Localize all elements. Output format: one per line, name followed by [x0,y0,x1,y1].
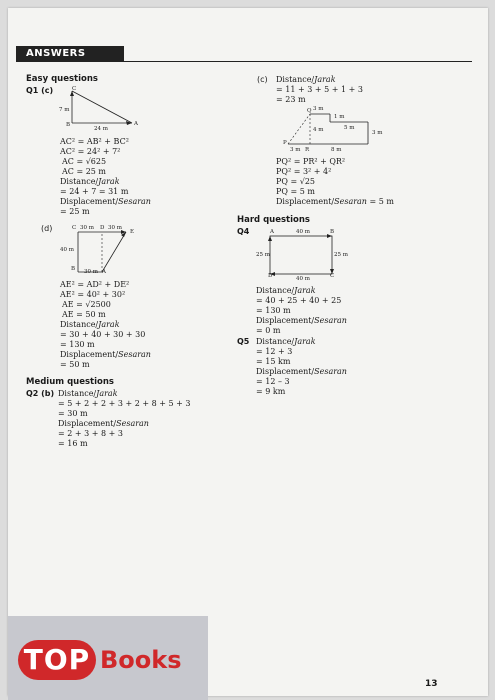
diag2-label-d: D [100,225,105,231]
q1c-right-label: (c) [257,75,268,84]
q2-line: = 16 m [58,439,88,448]
q1c-line: Distance/Jarak [276,75,336,84]
medium-questions-title: Medium questions [26,377,114,387]
q1d-line: = 130 m [60,340,95,349]
q1-line: Distance/Jarak [60,177,120,186]
logo-top-badge: TOP [18,640,96,680]
q1-label: Q1 (c) [26,86,54,95]
topbooks-logo [8,616,208,700]
q5-line: = 12 + 3 [256,347,293,356]
diag1-label-b: B [66,122,71,128]
diag3-right: 3 m [372,130,383,136]
q1d-line: AE² = 40² + 30² [60,290,126,299]
diag3-label-q: Q [307,108,312,114]
q1d-line: AE² = AD² + DE² [60,280,130,289]
q1-line: = 24 + 7 = 31 m [60,187,129,196]
q5-label: Q5 [237,337,250,346]
q4-line: Distance/Jarak [256,286,316,295]
diag2-bottom: 30 m [84,269,98,275]
q4-line: = 0 m [256,326,281,335]
diag3-t2: 5 m [344,125,355,131]
q1d-line: Distance/Jarak [60,320,120,329]
q1-line: Displacement/Sesaran [60,197,151,206]
diag3-label-p: P [283,140,287,146]
header-rule [124,61,472,62]
q4-line: = 130 m [256,306,291,315]
q4-label: Q4 [237,227,250,236]
diag3-b1: 3 m [290,147,301,153]
q1d-line: = 30 + 40 + 30 + 30 [60,330,146,339]
diag4-label-c: C [330,273,335,279]
q1c-line: = 23 m [276,95,306,104]
diag3-b2: 8 m [331,147,342,153]
q1-line: = 25 m [60,207,90,216]
q1c-line2: PQ² = PR² + QR² [276,157,346,166]
q1c-line2: Displacement/Sesaran = 5 m [276,197,394,206]
q2-line: = 5 + 2 + 2 + 3 + 2 + 8 + 5 + 3 [58,399,191,408]
diag4-label-b: B [330,229,335,235]
q2-line: Distance/Jarak [58,389,118,398]
q1d-line: AE = 50 m [62,310,106,319]
diag2-label-b: B [71,266,76,272]
q5-line: = 15 km [256,357,291,366]
q2-line: Displacement/Sesaran [58,419,149,428]
diag1-base: 24 m [94,126,108,132]
diag3-label-r: R [305,147,310,153]
q1-line: AC² = 24² + 7² [60,147,121,156]
diag4-left: 25 m [256,252,270,258]
q2-line: = 2 + 3 + 8 + 3 [58,429,123,438]
q1d-label: (d) [41,224,53,233]
q2-label: Q2 (b) [26,389,55,398]
q1c-line: = 11 + 3 + 5 + 1 + 3 [276,85,363,94]
diag2-top2: 30 m [108,225,122,231]
diag2-top1: 30 m [80,225,94,231]
diag3-top: 3 m [313,106,324,112]
q5-line: = 12 – 3 [256,377,290,386]
q1-line: AC = 25 m [62,167,106,176]
hard-questions-title: Hard questions [237,215,310,225]
q1d-line: = 50 m [60,360,90,369]
q1d-line: Displacement/Sesaran [60,350,151,359]
q1d-line: AE = √2500 [62,300,111,309]
q1c-line2: PQ² = 3² + 4² [276,167,332,176]
q1c-line2: PQ = √25 [276,177,316,186]
diag2-label-c: C [72,225,77,231]
diag2-label-e: E [130,229,135,235]
q2-line: = 30 m [58,409,88,418]
diag2-label-a: A [102,269,106,275]
diag2-left: 40 m [60,247,74,253]
q1-line: AC = √625 [62,157,107,166]
logo-books-text: Books [100,646,182,674]
q5-line: Distance/Jarak [256,337,316,346]
q1-line: AC² = AB² + BC² [60,137,129,146]
diag4-label-a: A [270,229,274,235]
q5-line: Displacement/Sesaran [256,367,347,376]
diag4-label-d: D [268,273,273,279]
q4-line: Displacement/Sesaran [256,316,347,325]
diag1-side: 7 m [59,107,70,113]
easy-questions-title: Easy questions [26,74,98,84]
diag3-t1: 1 m [334,114,345,120]
diag4-bottom: 40 m [296,276,310,282]
diag1-label-a: A [134,121,138,127]
diag4-right: 25 m [334,252,348,258]
q4-line: = 40 + 25 + 40 + 25 [256,296,342,305]
diag4-top: 40 m [296,229,310,235]
answers-header: ANSWERS [16,46,124,62]
page-number: 13 [425,679,438,689]
diag3-mid: 4 m [313,127,324,133]
q5-line: = 9 km [256,387,286,396]
diag1-label-c: C [72,86,77,92]
q1c-line2: PQ = 5 m [276,187,315,196]
